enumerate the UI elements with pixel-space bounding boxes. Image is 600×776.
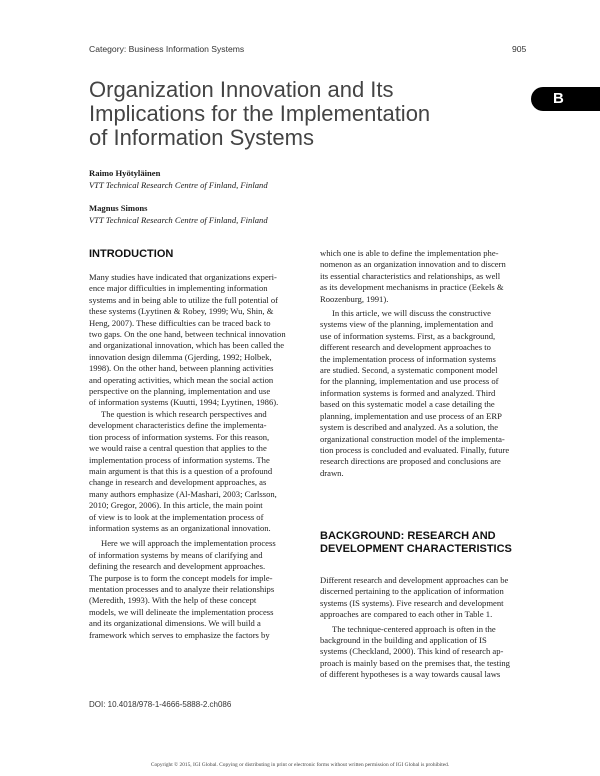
text-line: and organizational innovation, which has been called the — [89, 340, 285, 351]
left-column — [89, 272, 296, 641]
paragraph — [320, 308, 527, 479]
text-line: background in the building and application of IS — [320, 635, 487, 646]
text-line: Many studies have indicated that organizations experi- — [89, 272, 277, 282]
text-line: of information systems (Kuutti, 1994; Lyytinen, 1986). — [89, 397, 279, 408]
text-line: change in research and development approaches, as — [89, 477, 267, 488]
text-line: its essential characteristics and relationships, as well — [320, 270, 501, 281]
paragraph — [320, 248, 527, 305]
title-line: Implications for the Implementation — [89, 101, 431, 126]
text-line: proach is mainly based on the premises that, the testing — [320, 657, 510, 668]
text-line: information systems as an organizational innovation. — [89, 522, 271, 533]
text-line: systems view of the planning, implementation and — [320, 319, 494, 330]
text-line: The technique-centered approach is often in the — [332, 623, 496, 634]
text-line: we would raise a central question that applies to the — [89, 443, 267, 454]
text-line: research directions are proposed and conclusions are — [320, 456, 501, 467]
copyright-notice: Copyright © 2015, IGI Global. Copying or distributing in print or electronic forms without written permission of IGI Global is prohibited. — [150, 762, 450, 768]
paragraph — [89, 272, 296, 409]
text-line: discerned pertaining to the application of information — [320, 586, 504, 597]
author-name: Magnus Simons — [89, 203, 148, 213]
text-line: and operating activities, which mean the social action — [89, 374, 274, 385]
text-line: as its development mechanisms in practice (Eekels & — [320, 282, 504, 293]
text-line: drawn. — [320, 467, 344, 478]
text-line: framework which serves to emphasize the factors by — [89, 629, 270, 640]
text-line: models, we will delineate the implementation process — [89, 606, 274, 617]
text-line: which one is able to define the implementation phe- — [320, 248, 499, 258]
text-line: The purpose is to form the concept models for imple- — [89, 572, 273, 583]
text-line: implementation process of information systems. The — [89, 454, 270, 465]
text-line: many authors emphasize (Al-Mashari, 2003; Carlsson, — [89, 488, 277, 499]
text-line: planning, implementation and use process of an ERP — [320, 410, 502, 421]
title-line: Organization Innovation and Its — [89, 77, 394, 102]
text-line: Heng, 2007). These difficulties can be traced back to — [89, 317, 271, 328]
author-affiliation: VTT Technical Research Centre of Finland, Finland — [89, 215, 268, 225]
paragraph — [89, 409, 296, 534]
text-line: Roozenburg, 1991). — [320, 293, 389, 304]
text-line: 1998). On the other hand, between planning activities — [89, 363, 274, 374]
text-line: The question is which research perspectives and — [101, 408, 267, 419]
text-line: development characteristics define the implementa- — [89, 420, 267, 431]
text-line: 2010; Gregor, 2006). In this article, the main point — [89, 500, 263, 511]
text-line: of different hypotheses is a way towards causal laws — [320, 669, 501, 680]
page-number: 905 — [512, 44, 527, 54]
text-line: of view is to look at the implementation process of — [89, 511, 264, 522]
text-line: approaches are compared to each other in Table 1. — [320, 609, 493, 620]
text-line: based on this systematic model a case detailing the — [320, 399, 495, 410]
text-line: different research and development approaches to — [320, 342, 491, 353]
paragraph — [320, 575, 527, 621]
text-line: systems (IS systems). Five research and development — [320, 597, 504, 608]
text-line: Here we will approach the implementation process — [101, 538, 276, 549]
article-title — [89, 78, 509, 150]
text-line: information systems is formed and analyzed. Third — [320, 387, 496, 398]
section-heading-introduction: INTRODUCTION — [89, 248, 174, 260]
author-name: Raimo Hyötyläinen — [89, 168, 161, 178]
paragraph — [320, 624, 527, 681]
text-line: Different research and development approaches can be — [320, 575, 509, 585]
text-line: and its organizational dimensions. We will build a — [89, 618, 261, 629]
heading-line: BACKGROUND: RESEARCH AND — [320, 530, 496, 542]
text-line: defining the research and development approaches. — [89, 561, 266, 572]
section-heading-background — [320, 530, 512, 556]
text-line: use of information systems. First, as a background, — [320, 330, 496, 341]
text-line: (Meredith, 1993). With the help of these concept — [89, 595, 257, 606]
text-line: In this article, we will discuss the constructive — [332, 308, 491, 319]
text-line: nomenon as an organization innovation and to discern — [320, 259, 506, 270]
section-letter-tab: B — [531, 87, 600, 111]
text-line: systems and in being able to utilize the full potential of — [89, 294, 279, 305]
text-line: perspective on the planning, implementation and use — [89, 386, 271, 397]
text-line: are studied. Second, a systematic component model — [320, 365, 498, 376]
text-line: these systems (Lyytinen & Robey, 1999; Wu, Shin, & — [89, 306, 274, 317]
right-column — [320, 248, 527, 479]
text-line: of information systems by means of clarifying and — [89, 549, 263, 560]
text-line: ence major difficulties in implementing information — [89, 283, 268, 294]
right-column-lower — [320, 575, 527, 681]
paragraph — [89, 538, 296, 641]
text-line: tion process is concluded and evaluated. Finally, future — [320, 444, 510, 455]
text-line: innovation design dilemma (Gjerding, 1992; Holbek, — [89, 351, 272, 362]
title-line: of Information Systems — [89, 125, 314, 150]
text-line: the implementation process of information systems — [320, 353, 496, 364]
text-line: main argument is that this is a question of a profound — [89, 465, 273, 476]
text-line: systems (Checkland, 2000). This kind of research ap- — [320, 646, 504, 657]
text-line: for the planning, implementation and use process of — [320, 376, 499, 387]
doi-line: DOI: 10.4018/978-1-4666-5888-2.ch086 — [89, 700, 232, 709]
text-line: system is described and analyzed. As a solution, the — [320, 422, 499, 433]
author-affiliation: VTT Technical Research Centre of Finland, Finland — [89, 180, 268, 190]
text-line: two gaps. On the one hand, between technical innovation — [89, 329, 286, 340]
text-line: organizational construction model of the implementa- — [320, 433, 505, 444]
heading-line: DEVELOPMENT CHARACTERISTICS — [320, 543, 512, 555]
running-head-category: Category: Business Information Systems — [89, 44, 245, 54]
text-line: tion process of information systems. For this reason, — [89, 431, 270, 442]
text-line: mentation processes and to analyze their relationships — [89, 583, 275, 594]
